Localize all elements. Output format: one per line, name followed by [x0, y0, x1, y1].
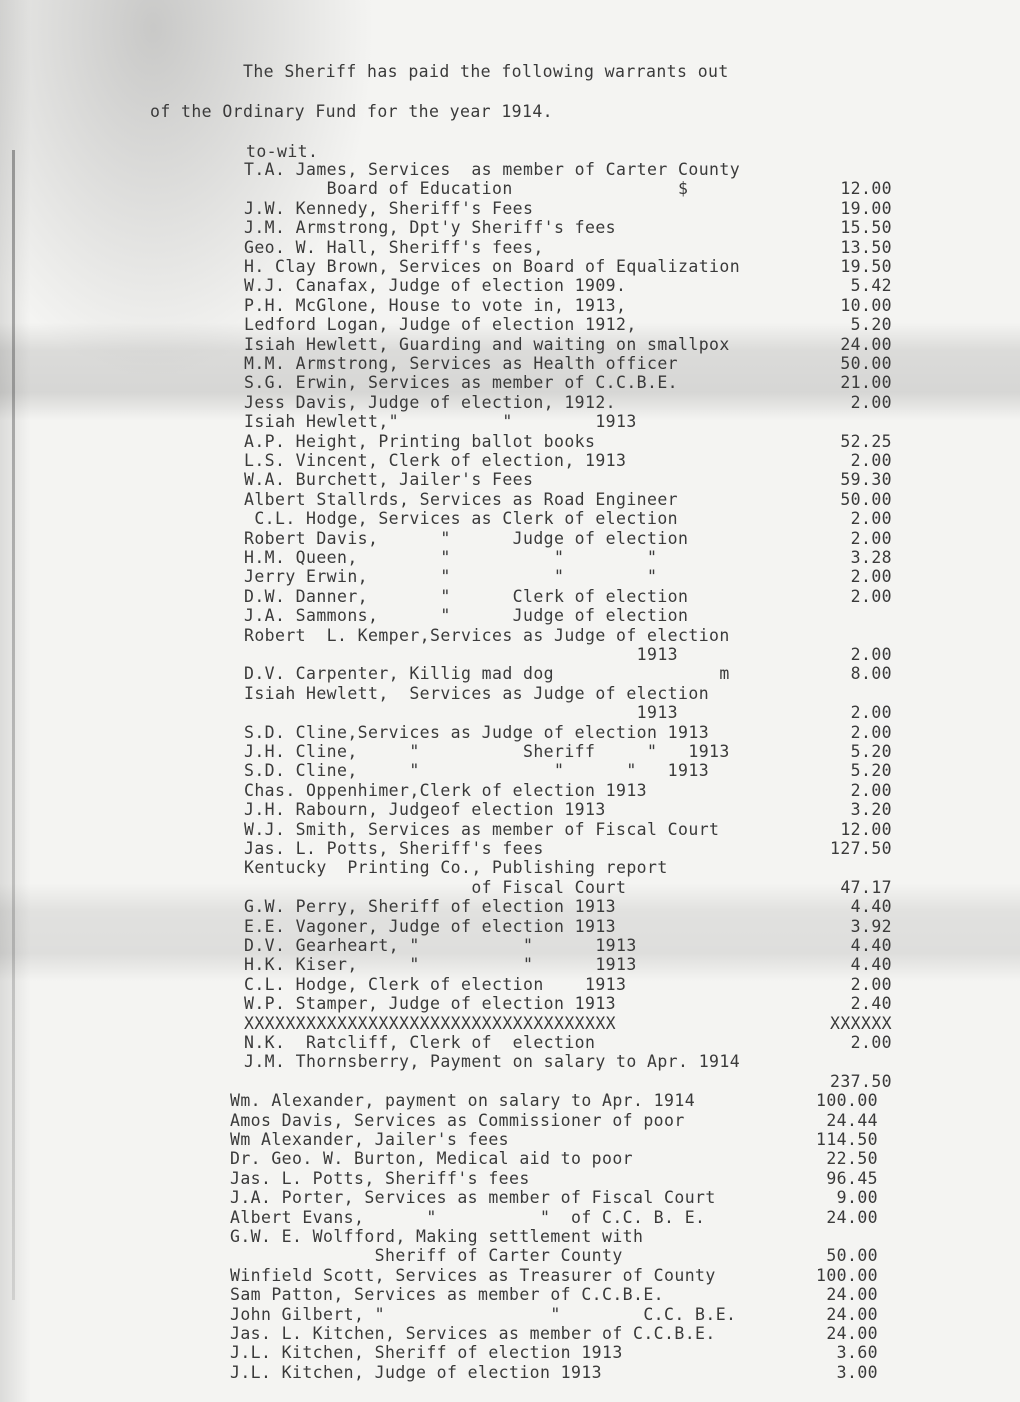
warrant-entry-amount: 13.50	[840, 237, 892, 257]
warrant-entry-amount: 19.50	[840, 257, 892, 276]
warrant-entry-amount: 4.40	[850, 897, 892, 917]
warrant-entry-amount: 100.00	[815, 1091, 878, 1111]
warrant-entry-amount: 2.00	[850, 703, 892, 723]
warrant-entry-text: Sam Patton, Services as member of C.C.B.E.	[230, 1285, 665, 1305]
warrant-entry-amount: 50.00	[840, 354, 892, 373]
warrant-entry-text: Geo. W. Hall, Sheriff's fees,	[244, 237, 544, 257]
warrant-entry-text: W.J. Smith, Services as member of Fiscal Court	[244, 819, 720, 839]
warrant-entry-amount: 4.40	[850, 955, 892, 975]
warrant-entry-text: D.V. Gearheart, " " 1913	[244, 936, 637, 955]
warrant-entry-text: D.V. Carpenter, Killig mad dog m	[244, 664, 730, 684]
warrant-entry-amount: 9.00	[836, 1188, 878, 1208]
warrant-entry-text: W.P. Stamper, Judge of election 1913	[244, 994, 617, 1014]
warrant-entry-text: J.M. Thornsberry, Payment on salary to Apr. 1914	[244, 1052, 741, 1072]
warrant-entry-amount: 59.30	[840, 470, 892, 490]
warrant-entry-text: H.K. Kiser, " " 1913	[244, 955, 637, 975]
warrant-entry-amount: 2.00	[850, 722, 892, 742]
warrant-entry-amount: 50.00	[826, 1246, 878, 1266]
warrant-entry-text: Jas. L. Kitchen, Services as member of C.C.B.E.	[230, 1324, 716, 1343]
heading-line-2: of the Ordinary Fund for the year 1914.	[150, 102, 554, 121]
warrant-entry-amount: 3.00	[836, 1362, 878, 1382]
warrant-entry-text: Albert Evans, " " of C.C. B. E.	[230, 1207, 706, 1227]
warrant-entry-amount: 24.00	[826, 1285, 878, 1305]
warrant-entry-text: John Gilbert, " " C.C. B.E.	[230, 1304, 737, 1324]
warrant-entry-text: P.H. McGlone, House to vote in, 1913,	[244, 295, 627, 315]
warrant-entry-text: Ledford Logan, Judge of election 1912,	[244, 315, 637, 335]
warrant-entry-amount: 2.00	[850, 586, 892, 606]
warrant-entry-text: Jas. L. Potts, Sheriff's fees	[230, 1168, 530, 1188]
warrant-entry-text: Isiah Hewlett," " 1913	[244, 412, 637, 432]
warrant-entry-amount: 5.20	[850, 761, 892, 781]
warrant-entry-amount: 19.00	[840, 198, 892, 218]
warrant-entry-text: Board of Education $	[244, 179, 689, 199]
warrant-entry-text: J.H. Rabourn, Judgeof election 1913	[244, 800, 606, 820]
to-wit-label: to-wit.	[246, 142, 319, 161]
warrant-entry-text: H. Clay Brown, Services on Board of Equalization	[244, 257, 741, 276]
warrant-entry-text: Jess Davis, Judge of election, 1912.	[244, 392, 617, 412]
warrant-entry-amount: 96.45	[826, 1168, 878, 1188]
warrant-entry-amount: 2.40	[850, 994, 892, 1014]
warrant-entry-amount: 47.17	[840, 877, 892, 897]
warrant-entry-text: 1913	[244, 645, 679, 664]
warrant-entry-text: W.J. Canafax, Judge of election 1909.	[244, 276, 627, 296]
warrant-entry-amount: 2.00	[850, 392, 892, 412]
warrant-entry-amount: 2.00	[850, 451, 892, 470]
warrant-entry-text: Kentucky Printing Co., Publishing report	[244, 858, 668, 878]
warrant-entry-text: S.G. Erwin, Services as member of C.C.B.E.	[244, 373, 679, 393]
warrant-entry-text: J.M. Armstrong, Dpt'y Sheriff's fees	[244, 218, 617, 238]
warrant-entry-amount: 5.20	[850, 315, 892, 335]
warrant-entry-text: E.E. Vagoner, Judge of election 1913	[244, 916, 617, 936]
warrant-entry-amount: 24.00	[840, 334, 892, 354]
warrant-entry-text: M.M. Armstrong, Services as Health officer	[244, 354, 679, 373]
warrant-entry-text: Isiah Hewlett, Guarding and waiting on smallpox	[244, 334, 730, 354]
warrant-entry-text: J.A. Porter, Services as member of Fiscal Court	[230, 1188, 716, 1208]
warrant-entry-amount: 2.00	[850, 528, 892, 548]
warrant-entry-text: J.W. Kennedy, Sheriff's Fees	[244, 198, 534, 218]
warrant-entry-text: Robert Davis, " Judge of election	[244, 528, 689, 548]
warrant-entry-amount: 12.00	[840, 819, 892, 839]
warrant-entry-amount: 2.00	[850, 780, 892, 800]
warrant-entry-text: Winfield Scott, Services as Treasurer of County	[230, 1265, 716, 1285]
heading-line-1: The Sheriff has paid the following warrants out	[243, 62, 729, 81]
warrant-entry-amount: XXXXXX	[829, 1013, 892, 1033]
warrant-entry-amount: 15.50	[840, 218, 892, 238]
warrant-entry-text: H.M. Queen, " " "	[244, 548, 658, 567]
warrant-entry-text: T.A. James, Services as member of Carter County	[244, 160, 741, 179]
warrant-entry-amount: 50.00	[840, 489, 892, 509]
warrant-entry-amount: 100.00	[815, 1265, 878, 1285]
warrant-entry-amount: 8.00	[850, 664, 892, 684]
warrant-entry-amount: 127.50	[829, 839, 892, 858]
warrant-entry-text: C.L. Hodge, Clerk of election 1913	[244, 974, 627, 994]
warrant-entry-amount: 3.92	[850, 916, 892, 936]
warrant-entry-amount: 2.00	[850, 974, 892, 994]
warrant-entry-text: J.L. Kitchen, Sheriff of election 1913	[230, 1343, 623, 1363]
warrant-entry-text: 1913	[244, 703, 679, 723]
warrant-entry-amount: 4.40	[850, 936, 892, 955]
warrant-entry-text: G.W. E. Wolfford, Making settlement with	[230, 1227, 644, 1246]
warrant-entry-text: XXXXXXXXXXXXXXXXXXXXXXXXXXXXXXXXXXXX	[244, 1013, 617, 1033]
warrant-entry-text: Isiah Hewlett, Services as Judge of election	[244, 683, 710, 703]
warrant-entry-text: Albert Stallrds, Services as Road Engineer	[244, 489, 679, 509]
warrant-entry-text: W.A. Burchett, Jailer's Fees	[244, 470, 534, 490]
warrant-entry-text: Wm Alexander, Jailer's fees	[230, 1130, 510, 1149]
warrant-entry-text: Amos Davis, Services as Commissioner of poor	[230, 1110, 685, 1130]
warrant-entry-text: Jerry Erwin, " " "	[244, 567, 658, 587]
warrant-entry-amount: 24.00	[826, 1304, 878, 1324]
warrant-entry-amount: 10.00	[840, 295, 892, 315]
warrant-entry-text: S.D. Cline,Services as Judge of election 1913	[244, 722, 710, 742]
warrant-entry-text: J.A. Sammons, " Judge of election	[244, 606, 689, 626]
warrant-entry-amount: 2.00	[850, 1033, 892, 1052]
warrant-entry-amount: 2.00	[850, 567, 892, 587]
warrant-entry-amount: 24.00	[826, 1324, 878, 1343]
warrant-entry-amount: 2.00	[850, 645, 892, 664]
warrant-entry-text: G.W. Perry, Sheriff of election 1913	[244, 897, 617, 917]
warrant-entry-amount: 5.20	[850, 742, 892, 761]
warrant-entry-amount: 52.25	[840, 431, 892, 451]
warrant-entry-amount: 114.50	[815, 1130, 878, 1149]
warrant-entry-text: S.D. Cline, " " " 1913	[244, 761, 710, 781]
warrant-entry-amount: 2.00	[850, 509, 892, 529]
warrant-entry-amount: 3.28	[850, 548, 892, 567]
warrant-entry-amount: 3.20	[850, 800, 892, 820]
warrant-entry-amount: 22.50	[826, 1149, 878, 1169]
warrant-entry-text: J.L. Kitchen, Judge of election 1913	[230, 1362, 603, 1382]
warrant-entry-text: Robert L. Kemper,Services as Judge of election	[244, 625, 730, 645]
warrant-entry-text: of Fiscal Court	[244, 877, 627, 897]
warrant-entry-text: N.K. Ratcliff, Clerk of election	[244, 1033, 596, 1052]
warrant-entry-text: A.P. Height, Printing ballot books	[244, 431, 596, 451]
warrant-entry-text: C.L. Hodge, Services as Clerk of election	[244, 509, 679, 529]
warrant-entry-amount: 21.00	[840, 373, 892, 393]
warrant-entry-amount: 24.44	[826, 1110, 878, 1130]
warrant-entry-text: Chas. Oppenhimer,Clerk of election 1913	[244, 780, 648, 800]
warrant-entry-amount: 3.60	[836, 1343, 878, 1363]
warrant-entry-text: Sheriff of Carter County	[230, 1246, 623, 1266]
warrant-entry-text: D.W. Danner, " Clerk of election	[244, 586, 689, 606]
warrant-entry-amount: 24.00	[826, 1207, 878, 1227]
warrant-entry-text: L.S. Vincent, Clerk of election, 1913	[244, 451, 627, 470]
warrant-entry-text: J.H. Cline, " Sheriff " 1913	[244, 742, 730, 761]
warrant-entry-text: Jas. L. Potts, Sheriff's fees	[244, 839, 544, 858]
warrant-entry-text: Wm. Alexander, payment on salary to Apr. 1914	[230, 1091, 696, 1111]
warrant-entry-amount: 12.00	[840, 179, 892, 199]
warrant-entry-amount: 5.42	[850, 276, 892, 296]
warrant-entry-amount: 237.50	[829, 1071, 892, 1091]
binding-margin-shadow	[12, 150, 15, 1300]
warrant-entry-text: Dr. Geo. W. Burton, Medical aid to poor	[230, 1149, 634, 1169]
